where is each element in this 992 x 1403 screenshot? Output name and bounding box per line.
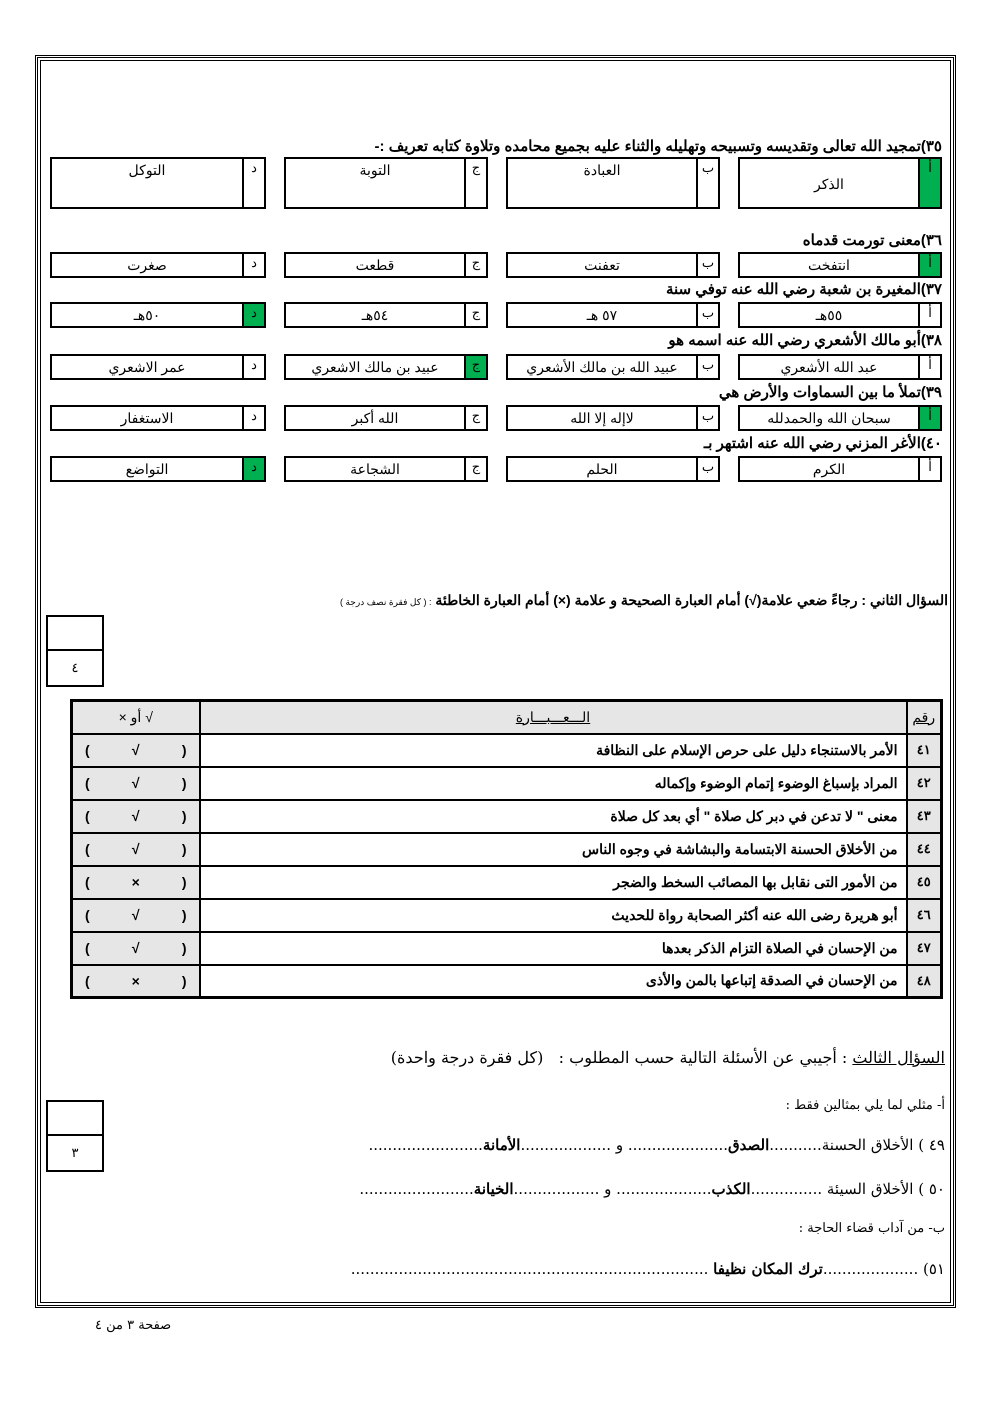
answer-1: الصدق: [728, 1136, 770, 1154]
header-statement: الـــعـــبـــارة: [200, 701, 907, 734]
row-mark[interactable]: [72, 932, 200, 965]
dots: ...............: [750, 1180, 823, 1198]
question-38: [668, 332, 942, 350]
row-number: ٤٦: [907, 899, 942, 932]
options-38: [52, 354, 942, 380]
row-mark[interactable]: [72, 833, 200, 866]
option-c[interactable]: [284, 157, 488, 209]
section3-heading-text: : أجيبي عن الأسئلة التالية حسب المطلوب :: [558, 1048, 848, 1067]
option-d[interactable]: [50, 456, 266, 482]
options-37: [52, 302, 942, 328]
option-letter: ب: [696, 304, 718, 326]
paren-close: ): [181, 907, 187, 923]
question-39: [719, 384, 942, 402]
question-35: [375, 138, 942, 156]
option-c[interactable]: [284, 456, 488, 482]
table-row: [72, 767, 942, 800]
table-header-row: [72, 701, 942, 734]
option-text: التوبة: [359, 162, 391, 178]
option-text: سبحان الله والحمدلله: [767, 410, 891, 426]
option-letter: ج: [464, 304, 486, 326]
mark-value: √: [131, 940, 140, 956]
table-row: [72, 965, 942, 998]
option-text: لاإله إلا الله: [570, 410, 634, 426]
option-text: التواضع: [125, 461, 169, 477]
paren-open: (: [85, 775, 90, 791]
option-d[interactable]: [50, 354, 266, 380]
section2-heading-text: السؤال الثاني : رجاءً ضعي علامة(√) أمام العبارة الصحيحة و علامة (×) أمام العبارة الخاطئة: [435, 592, 948, 608]
row-mark[interactable]: [72, 866, 200, 899]
option-letter: د: [242, 458, 264, 480]
dots: ..................: [513, 1180, 600, 1198]
paren-open: (: [85, 874, 90, 890]
paren-open: (: [85, 841, 90, 857]
option-letter: د: [242, 254, 264, 276]
option-letter: أ: [918, 304, 940, 326]
row-number: ٤١: [907, 734, 942, 767]
paren-open: (: [85, 742, 90, 758]
mark-value: ×: [131, 874, 140, 890]
option-a[interactable]: [738, 252, 942, 278]
option-text: الحلم: [586, 461, 618, 477]
row-statement: من الإحسان في الصدقة إتباعها بالمن والأذى: [200, 965, 907, 998]
option-d[interactable]: [50, 302, 266, 328]
question-50[interactable]: [359, 1180, 945, 1198]
true-false-table: [70, 699, 943, 999]
row-mark[interactable]: [72, 800, 200, 833]
row-mark[interactable]: [72, 899, 200, 932]
option-letter: د: [242, 304, 264, 326]
question-text: تمجيد الله تعالى وتقديسه وتسبيحه وتهليله والثناء عليه بجميع محامده وتلاوة كتابه تعريف :-: [374, 138, 921, 155]
option-text: عمر الاشعري: [108, 359, 186, 375]
option-a[interactable]: [738, 405, 942, 431]
option-b[interactable]: [506, 157, 720, 209]
question-text: تملأ ما بين السماوات والأرض هي: [718, 384, 921, 401]
row-number: ٤٨: [907, 965, 942, 998]
paren-open: (: [85, 940, 90, 956]
question-number: ٤٠): [920, 435, 942, 452]
row-number: ٤٢: [907, 767, 942, 800]
option-letter: ب: [696, 458, 718, 480]
option-letter: أ: [918, 254, 940, 276]
option-text: عبيد الله بن مالك الأشعري: [526, 359, 678, 375]
option-letter: ج: [464, 254, 486, 276]
option-text: الشجاعة: [350, 461, 400, 477]
options-40: [52, 456, 942, 482]
score-earned: [48, 617, 102, 651]
option-letter: ب: [696, 356, 718, 378]
option-text: قطعت: [355, 257, 395, 273]
option-letter: ب: [696, 159, 718, 207]
mark-value: √: [131, 841, 140, 857]
options-39: [52, 405, 942, 431]
option-c[interactable]: [284, 405, 488, 431]
dots: ...................: [520, 1136, 612, 1154]
dots: ........................: [368, 1136, 483, 1154]
dots: ...........: [769, 1136, 822, 1154]
section3-heading-label: السؤال الثالث: [852, 1048, 945, 1067]
and-word: و: [615, 1136, 624, 1154]
option-a[interactable]: [738, 456, 942, 482]
option-text: العبادة: [583, 162, 621, 178]
table-row: [72, 932, 942, 965]
question-49[interactable]: [368, 1136, 945, 1154]
option-letter: ب: [696, 407, 718, 429]
option-text: انتفخت: [808, 257, 850, 273]
section3-heading: [391, 1048, 945, 1067]
row-statement: من الإحسان في الصلاة التزام الذكر بعدها: [200, 932, 907, 965]
option-d[interactable]: [50, 252, 266, 278]
option-b[interactable]: [506, 456, 720, 482]
item-number: ٤٩ ): [918, 1136, 945, 1154]
dots: .....................: [627, 1136, 729, 1154]
dots: ........................: [359, 1180, 474, 1198]
row-statement: من الأمور التى نقابل بها المصائب السخط والضجر: [200, 866, 907, 899]
row-statement: أبو هريرة رضى الله عنه أكثر الصحابة رواة للحديث: [200, 899, 907, 932]
dots: ...........................................................................: [350, 1260, 709, 1278]
part-b-label: ب- من آداب قضاء الحاجة :: [798, 1221, 945, 1236]
answer-1: الكذب: [711, 1180, 751, 1198]
row-statement: من الأخلاق الحسنة الابتسامة والبشاشة في وجوه الناس: [200, 833, 907, 866]
paren-close: ): [181, 841, 187, 857]
option-letter: ج: [464, 407, 486, 429]
option-text: عبد الله الأشعري: [780, 359, 878, 375]
option-text: صغرت: [127, 257, 167, 273]
item-prompt: الأخلاق السيئة: [826, 1180, 914, 1198]
paren-open: (: [85, 808, 90, 824]
question-number: ٣٦): [920, 232, 942, 249]
question-36: [803, 232, 942, 250]
option-letter: ج: [464, 356, 486, 378]
score-total: ٤: [71, 660, 79, 675]
answer: ترك المكان نظيفا: [713, 1260, 823, 1278]
option-letter: أ: [918, 159, 940, 207]
dots: ....................: [616, 1180, 712, 1198]
mark-value: √: [131, 775, 140, 791]
section3-note: (كل فقرة درجة واحدة): [390, 1048, 544, 1067]
table-row: [72, 734, 942, 767]
table-row: [72, 866, 942, 899]
mark-value: √: [131, 808, 140, 824]
paren-open: (: [85, 972, 90, 989]
paren-close: ): [181, 775, 187, 791]
question-text: معنى تورمت قدماه: [802, 232, 921, 249]
question-text: المغيرة بن شعبة رضي الله عنه توفي سنة: [665, 281, 921, 298]
option-d[interactable]: [50, 157, 266, 209]
option-letter: ب: [696, 254, 718, 276]
answer-2: الأمانة: [482, 1136, 521, 1154]
option-text: الله أكبر: [351, 410, 399, 426]
option-text: عبيد بن مالك الاشعري: [311, 359, 439, 375]
row-statement: المراد بإسباغ الوضوء إتمام الوضوء وإكماله: [200, 767, 907, 800]
section2-note: : ( كل فقرة نصف درجة ): [339, 597, 432, 607]
question-text: الأغر المزني رضي الله عنه اشتهر بـ: [703, 435, 921, 452]
option-text: تعفنت: [584, 257, 620, 273]
question-number: ٣٧): [920, 281, 942, 298]
option-text: الاستغفار: [120, 410, 174, 426]
row-mark[interactable]: [72, 734, 200, 767]
part-a-label: أ- مثلي لما يلي بمثالين فقط :: [785, 1098, 945, 1113]
paren-open: (: [85, 907, 90, 923]
question-number: ٣٨): [920, 332, 942, 349]
section3-score-box: [46, 1100, 104, 1172]
paren-close: ): [181, 874, 187, 890]
option-c[interactable]: [284, 302, 488, 328]
option-b[interactable]: [506, 354, 720, 380]
mark-value: ×: [131, 972, 140, 989]
question-number: ٣٩): [920, 384, 942, 401]
option-letter: أ: [918, 407, 940, 429]
item-prompt: الأخلاق الحسنة: [821, 1136, 914, 1154]
header-number: رقم: [907, 701, 942, 734]
option-text: الذكر: [814, 176, 844, 192]
table-row: [72, 833, 942, 866]
page-number: صفحة ٣ من ٤: [95, 1318, 172, 1333]
paren-close: ): [181, 940, 187, 956]
question-51[interactable]: [351, 1260, 945, 1278]
item-number: ٥١): [923, 1260, 945, 1278]
option-letter: د: [242, 159, 264, 207]
section2-heading: [340, 592, 948, 609]
mark-value: √: [131, 742, 140, 758]
dots: ....................: [822, 1260, 919, 1278]
option-letter: أ: [918, 458, 940, 480]
and-word: و: [604, 1180, 612, 1198]
option-letter: د: [242, 407, 264, 429]
option-text: ٥٤هـ: [361, 307, 389, 323]
row-mark[interactable]: [72, 965, 200, 998]
row-number: ٤٤: [907, 833, 942, 866]
row-number: ٤٧: [907, 932, 942, 965]
question-37: [666, 281, 942, 299]
options-36: [52, 252, 942, 278]
option-letter: أ: [918, 356, 940, 378]
option-a[interactable]: [738, 302, 942, 328]
paren-close: ): [181, 808, 187, 824]
option-letter: ج: [464, 458, 486, 480]
row-statement: معنى " لا تدعن في دبر كل صلاة " أي بعد كل صلاة: [200, 800, 907, 833]
section2-score-box: [46, 615, 104, 687]
option-text: التوكل: [128, 162, 166, 178]
table-row: [72, 899, 942, 932]
score-total: ٣: [71, 1145, 79, 1160]
option-text: ٥٧ هـ: [586, 307, 618, 323]
option-text: ٥٠هـ: [133, 307, 161, 323]
option-a[interactable]: [738, 354, 942, 380]
option-b[interactable]: [506, 302, 720, 328]
option-c[interactable]: [284, 354, 488, 380]
option-letter: د: [242, 356, 264, 378]
option-text: ٥٥هـ: [815, 307, 843, 323]
row-number: ٤٥: [907, 866, 942, 899]
option-b[interactable]: [506, 252, 720, 278]
option-letter: ج: [464, 159, 486, 207]
row-mark[interactable]: [72, 767, 200, 800]
options-35: [52, 157, 942, 209]
header-mark: √ أو ×: [72, 701, 200, 734]
option-c[interactable]: [284, 252, 488, 278]
option-d[interactable]: [50, 405, 266, 431]
row-number: ٤٣: [907, 800, 942, 833]
answer-2: الخيانة: [473, 1180, 514, 1198]
score-earned: [48, 1102, 102, 1136]
paren-close: ): [181, 742, 187, 758]
question-number: ٣٥): [920, 138, 942, 155]
question-text: أبو مالك الأشعري رضي الله عنه اسمه هو: [668, 332, 921, 349]
table-row: [72, 800, 942, 833]
row-statement: الأمر بالاستنجاء دليل على حرص الإسلام على النظافة: [200, 734, 907, 767]
mark-value: √: [131, 907, 140, 923]
option-text: الكرم: [812, 461, 846, 477]
option-b[interactable]: [506, 405, 720, 431]
question-40: [704, 435, 942, 453]
paren-close: ): [181, 972, 187, 989]
option-a[interactable]: [738, 157, 942, 209]
item-number: ٥٠ ): [918, 1180, 945, 1198]
